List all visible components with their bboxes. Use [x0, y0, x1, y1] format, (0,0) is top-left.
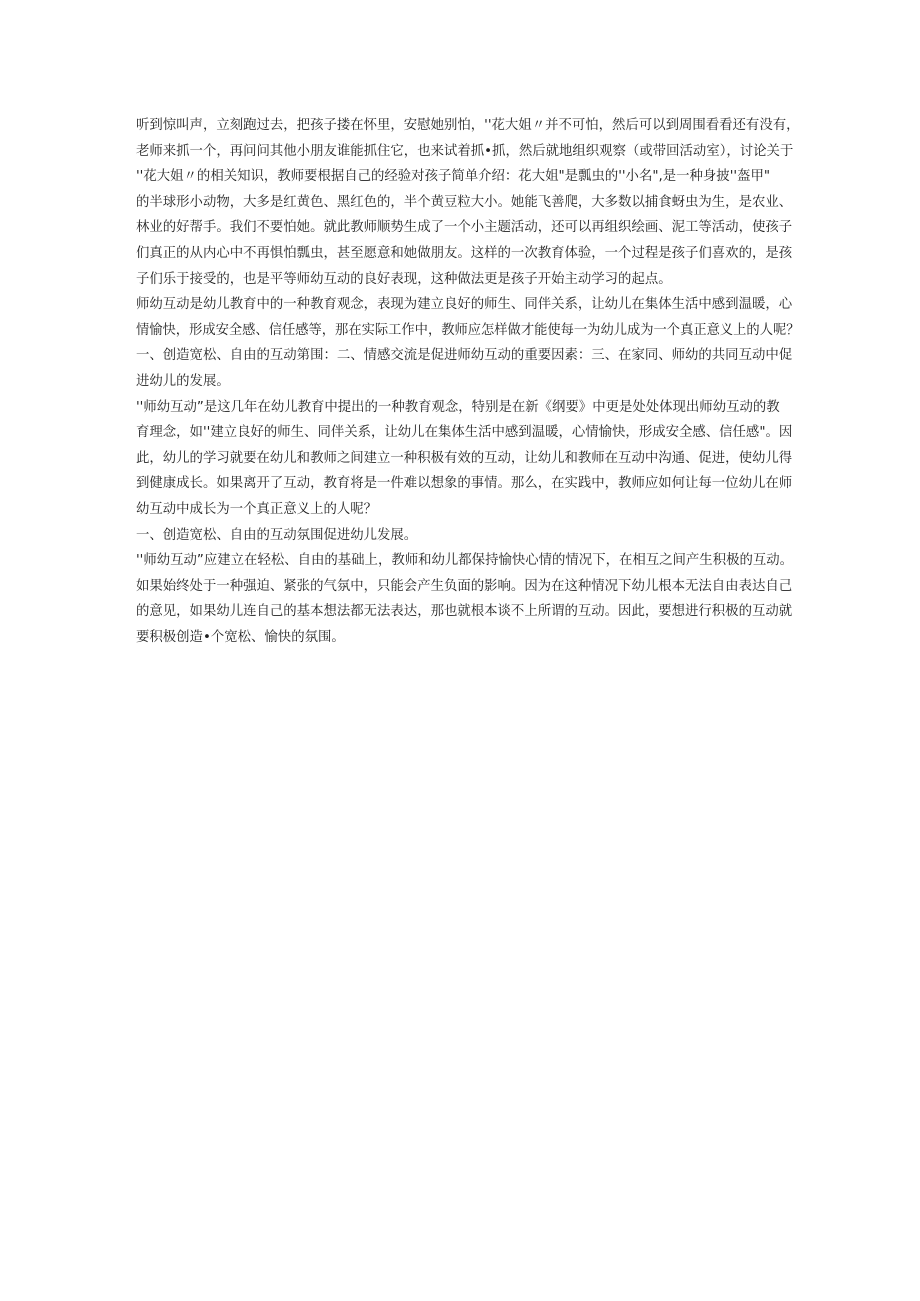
text-line: 情愉快，形成安全感、信任感等，那在实际工作中，教师应怎样做才能使每一为幼儿成为一个真正意义上的人呢？: [136, 322, 800, 338]
text-line: 的意见，如果幼儿连自己的基本想法都无法表达，那也就根本谈不上所谓的互动。因此，要想进行积极的互动就: [136, 604, 793, 620]
text-line: ''师幼互动”是这几年在幼儿教育中提出的一种教育观念，特别是在新《纲要》中更是处处体现出师幼互动的教: [136, 399, 780, 415]
text-line: 育理念，如''建立良好的师生、同伴关系，让幼儿在集体生活中感到温暖，心情愉快，形成安全感、信任感"。因: [136, 425, 793, 441]
text-line: ''师幼互动”应建立在轻松、自由的基础上，教师和幼儿都保持愉快心情的情况下，在相互之间产生积极的互动。: [136, 553, 794, 569]
document-body: [136, 113, 800, 650]
text-line: 老师来抓一个，再问问其他小朋友谁能抓住它，也来试着抓•抓，然后就地组织观察（或带回活动室），讨论关于: [136, 143, 794, 159]
text-line: 到健康成长。如果离开了互动，教育将是一件难以想象的事情。那么，在实践中，教师应如何让每一位幼儿在师: [136, 476, 793, 492]
text-line: 一、创造宽松、自由的互动第围：二、情感交流是促进师幼互动的重要因素：三、在家同、师幼的共同互动中促: [136, 348, 793, 364]
text-line: 如果始终处于一种强迫、紧张的气氛中，只能会产生负面的影响。因为在这种情况下幼儿根本无法自由表达自己: [136, 578, 793, 594]
text-line: ''花大姐〃的相关知识，教师要根据自己的经验对孩子简单介绍：花大姐"是瓢虫的''小名",是一种身披''盔甲": [136, 169, 771, 185]
text-line: 们真正的从内心中不再惧怕瓢虫，甚至愿意和她做朋友。这样的一次教育体验，一个过程是孩子们喜欢的，是孩: [136, 245, 793, 261]
section-heading: 一、创造宽松、自由的互动氛围促进幼儿发展。: [136, 527, 418, 543]
text-line: 听到惊叫声，立刻跑过去，把孩子搂在怀里，安慰她别怕，''花大姐〃并不可怕，然后可以到周围看看还有没有，: [136, 118, 800, 133]
text-line: 幼互动中成长为一个真正意义上的人呢？: [136, 501, 378, 517]
text-line: 子们乐于接受的，也是平等师幼互动的良好表现，这种做法更是孩子开始主动学习的起点。: [136, 271, 672, 287]
text-line: 林业的好帮手。我们不要怕她。就此教师顺势生成了一个小主题活动，还可以再组织绘画、泥工等活动，使孩子: [136, 220, 793, 236]
text-line: 进幼儿的发展。: [136, 373, 230, 389]
text-line: 的半球形小动物，大多是红黄色、黑红色的，半个黄豆粒大小。她能飞善爬，大多数以捕食蚜虫为生，是农业、: [136, 194, 793, 210]
text-line: 此，幼儿的学习就要在幼儿和教师之间建立一种积极有效的互动，让幼儿和教师在互动中沟通、促进，使幼儿得: [136, 450, 793, 466]
text-line: 要积极创造•个宽松、愉快的氛围。: [136, 629, 345, 645]
text-line: 师幼互动是幼儿教育中的一种教育观念，表现为建立良好的师生、同伴关系，让幼儿在集体生活中感到温暖，心: [136, 297, 793, 313]
